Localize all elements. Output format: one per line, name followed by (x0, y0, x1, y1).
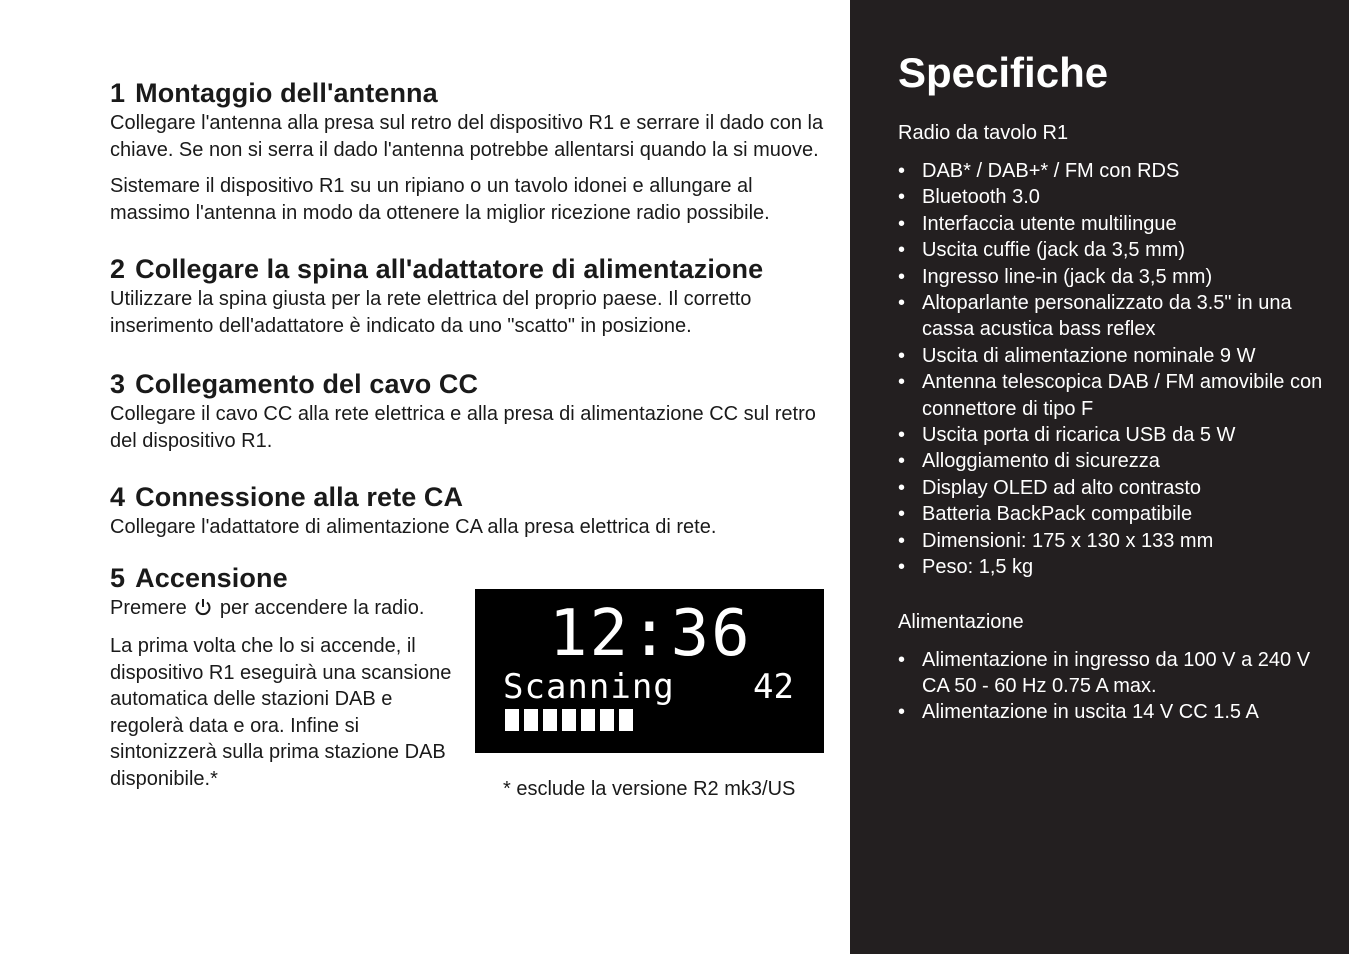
section-heading: Montaggio dell'antenna (135, 78, 438, 108)
spec-item: • Dimensioni: 175 x 130 x 133 mm (898, 528, 1338, 554)
power-on-content (110, 595, 830, 800)
progress-segment (581, 709, 595, 731)
progress-segment (543, 709, 557, 731)
section-dc-cable (110, 367, 830, 454)
display-status: Scanning (503, 666, 675, 707)
section-heading: Connessione alla rete CA (135, 482, 464, 512)
section-power-plug (110, 252, 830, 339)
specs-title: Specifiche (898, 49, 1109, 96)
specs-group-title: Alimentazione (898, 610, 1024, 633)
section-title (110, 367, 830, 401)
specs-list-power (898, 647, 1338, 726)
power-text-before: Premere (110, 596, 187, 619)
section-heading: Collegamento del cavo CC (135, 369, 479, 399)
spec-item: • Interfaccia utente multilingue (898, 211, 1338, 237)
section-title (110, 252, 830, 286)
section-title (110, 480, 830, 514)
spec-item: • Altoparlante personalizzato da 3.5" in una cassa acustica bass reflex (898, 290, 1338, 343)
paragraph: Collegare il cavo CC alla rete elettrica e alla presa di alimentazione CC sul retro del dispositivo R1. (110, 403, 816, 452)
paragraph: Sistemare il dispositivo R1 su un ripiano o un tavolo idonei e allungare al massimo l'antenna in modo da ottenere la miglior ricezione radio possibile. (110, 175, 770, 224)
section-heading: Accensione (135, 562, 288, 593)
spec-item: • Antenna telescopica DAB / FM amovibile con connettore di tipo F (898, 369, 1338, 422)
power-icon (194, 597, 212, 617)
power-instruction (110, 595, 460, 622)
spec-item: • Alimentazione in ingresso da 100 V a 240 V CA 50 - 60 Hz 0.75 A max. (898, 647, 1338, 700)
section-antenna (110, 76, 830, 226)
instructions-column (110, 76, 830, 816)
paragraph: Collegare l'adattatore di alimentazione CA alla presa elettrica di rete. (110, 516, 717, 538)
footnote: * esclude la versione R2 mk3/US (503, 777, 796, 800)
spec-item: • Ingresso line-in (jack da 3,5 mm) (898, 264, 1338, 290)
spec-item: • Peso: 1,5 kg (898, 554, 1338, 580)
display-time: 12:36 (549, 596, 752, 671)
progress-segment (524, 709, 538, 731)
specs-list-radio (898, 158, 1338, 581)
spec-item: • Display OLED ad alto contrasto (898, 475, 1338, 501)
spec-item: • Bluetooth 3.0 (898, 184, 1338, 210)
progress-segment (600, 709, 614, 731)
spec-item: • Uscita porta di ricarica USB da 5 W (898, 422, 1338, 448)
spec-item: • DAB* / DAB+* / FM con RDS (898, 158, 1338, 184)
specs-panel (850, 0, 1349, 954)
display-station-count: 42 (753, 666, 794, 707)
section-number: 1 (110, 78, 126, 108)
radio-display (475, 589, 824, 753)
paragraph: Collegare l'antenna alla presa sul retro del dispositivo R1 e serrare il dado con la chiave. Se non si serra il dado l'antenna potrebbe allentarsi quando la si muove. (110, 112, 824, 161)
spec-item: • Alloggiamento di sicurezza (898, 448, 1338, 474)
section-number: 4 (110, 482, 126, 512)
section-number: 5 (110, 562, 126, 593)
section-power-on (110, 561, 830, 800)
progress-segment (562, 709, 576, 731)
power-text-after: per accendere la radio. (219, 596, 425, 619)
specs-group-title: Radio da tavolo R1 (898, 122, 1069, 144)
spec-item: • Batteria BackPack compatibile (898, 501, 1338, 527)
specs-content (898, 48, 1338, 750)
progress-segment (619, 709, 633, 731)
power-on-text (110, 595, 460, 793)
section-heading: Collegare la spina all'adattatore di alimentazione (135, 254, 764, 284)
section-number: 3 (110, 369, 126, 399)
spec-item: • Alimentazione in uscita 14 V CC 1.5 A (898, 699, 1338, 725)
section-ac-mains (110, 480, 830, 541)
scan-progress-bar (505, 709, 633, 731)
section-number: 2 (110, 254, 126, 284)
progress-segment (505, 709, 519, 731)
spec-item: • Uscita di alimentazione nominale 9 W (898, 343, 1338, 369)
paragraph: La prima volta che lo si accende, il dispositivo R1 eseguirà una scansione automatica delle stazioni DAB e regolerà data e ora. Infine si sintonizzerà sulla prima stazione DAB disponibile.* (110, 635, 452, 790)
section-title (110, 76, 830, 110)
spec-item: • Uscita cuffie (jack da 3,5 mm) (898, 237, 1338, 263)
paragraph: Utilizzare la spina giusta per la rete elettrica del proprio paese. Il corretto inserimento dell'adattatore è indicato da uno "scatto" in posizione. (110, 288, 752, 337)
